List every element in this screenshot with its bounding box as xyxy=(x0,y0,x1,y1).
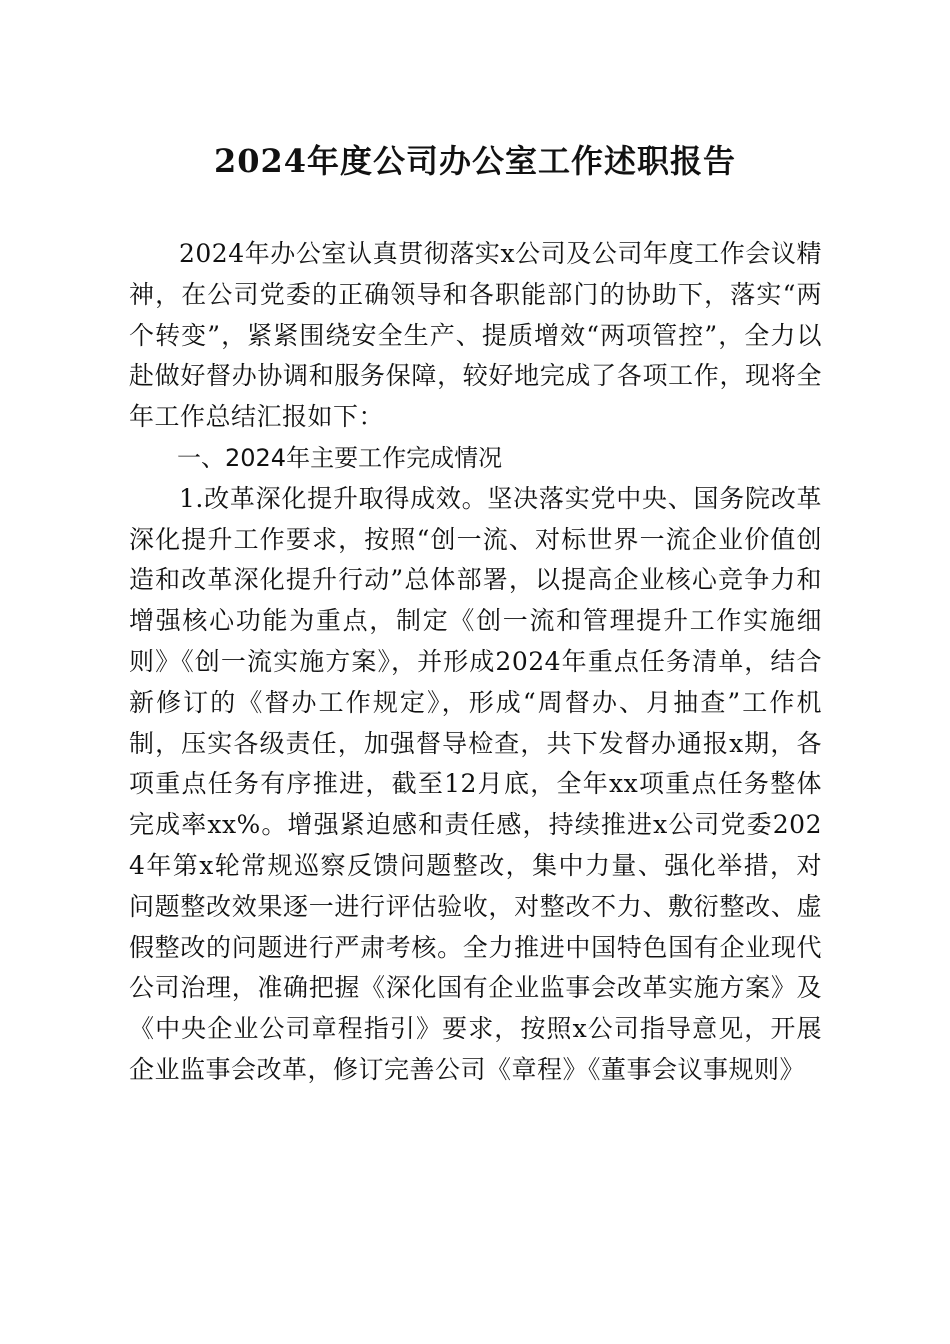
intro-paragraph: 2024年办公室认真贯彻落实x公司及公司年度工作会议精神，在公司党委的正确领导和各职能部门的协助下，落实“两个转变”，紧紧围绕安全生产、提质增效“两项管控”，全力以赴做好督办协调和服务保障，较好地完成了各项工作，现将全年工作总结汇报如下： xyxy=(129,239,822,432)
body-paragraph: 1.改革深化提升取得成效。坚决落实党中央、国务院改革深化提升工作要求，按照“创一流、对标世界一流企业价值创造和改革深化提升行动”总体部署，以提高企业核心竞争力和增强核心功能为重点，制定《创一流和管理提升工作实施细则》《创一流实施方案》，并形成2024年重点任务清单，结合新修订的《督办工作规定》，形成“周督办、月抽查”工作机制，压实各级责任，加强督导检查，共下发督办通报x期，各项重点任务有序推进，截至12月底，全年xx项重点任务整体完成率xx%。增强紧迫感和责任感，持续推进x公司党委2024年第x轮常规巡察反馈问题整改，集中力量、强化举措，对问题整改效果逐一进行评估验收，对整改不力、敷衍整改、虚假整改的问题进行严肃考核。全力推进中国特色国有企业现代公司治理，准确把握《深化国有企业监事会改革实施方案》及《中央企业公司章程指引》要求，按照x公司指导意见，开展企业监事会改革，修订完善公司《章程》《董事会议事规则》 xyxy=(129,483,822,1084)
document-body xyxy=(129,234,822,1091)
document-title: 2024年度公司办公室工作述职报告 xyxy=(213,142,737,180)
section-heading: 一、2024年主要工作完成情况 xyxy=(177,443,503,472)
